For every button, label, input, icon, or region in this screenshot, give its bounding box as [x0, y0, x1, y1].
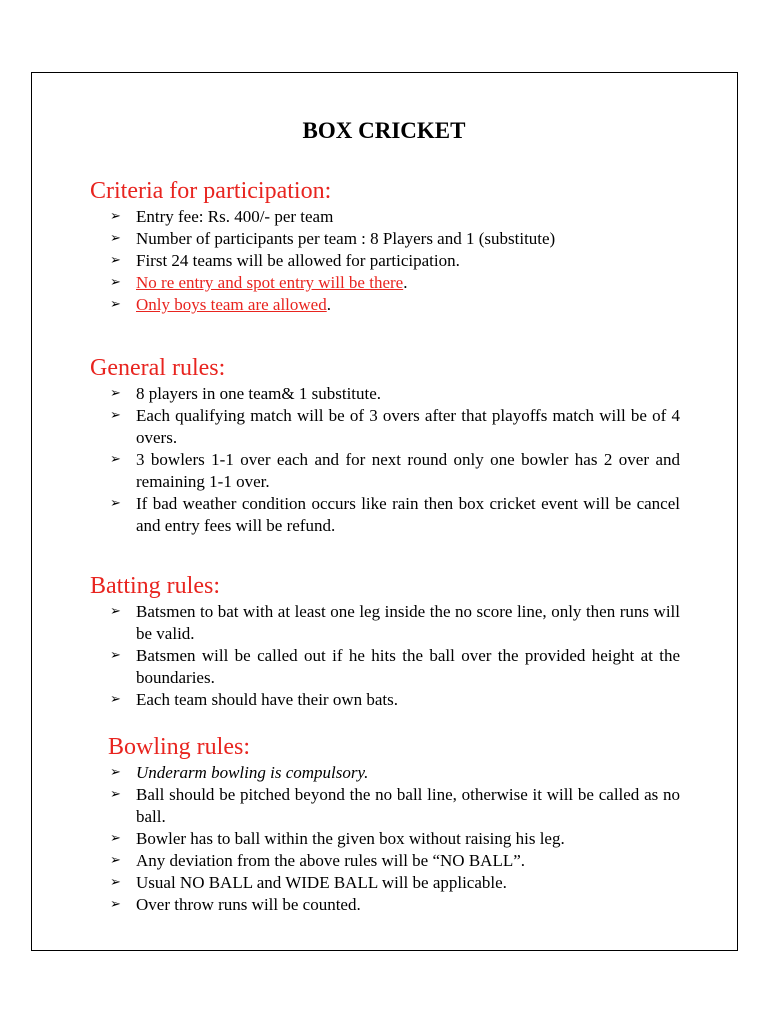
rule-list-bowling	[110, 762, 680, 916]
list-item: ➢ First 24 teams will be allowed for participation.	[110, 251, 460, 270]
list-item: ➢ Usual NO BALL and WIDE BALL will be applicable.	[110, 873, 507, 892]
list-item: ➢ Over throw runs will be counted.	[110, 895, 361, 914]
rule-list-batting	[110, 601, 680, 711]
list-item	[110, 294, 680, 316]
arrowhead-bullet-icon: ➢	[110, 209, 121, 224]
list-item: ➢ Entry fee: Rs. 400/- per team	[110, 207, 334, 226]
list-item	[110, 272, 680, 294]
arrowhead-bullet-icon: ➢	[110, 787, 121, 802]
list-item: ➢ Number of participants per team : 8 Players and 1 (substitute)	[110, 229, 556, 248]
arrowhead-bullet-icon: ➢	[110, 297, 121, 312]
document-title: BOX CRICKET	[302, 118, 466, 143]
arrowhead-bullet-icon: ➢	[110, 875, 121, 890]
arrowhead-bullet-icon: ➢	[110, 452, 121, 467]
list-item: ➢ Bowler has to ball within the given box without raising his leg.	[110, 829, 565, 848]
arrowhead-bullet-icon: ➢	[110, 648, 121, 663]
list-item: ➢ Any deviation from the above rules will be “NO BALL”.	[110, 851, 526, 870]
arrowhead-bullet-icon: ➢	[110, 853, 121, 868]
list-item: ➢ 8 players in one team& 1 substitute.	[110, 384, 382, 403]
arrowhead-bullet-icon: ➢	[110, 386, 121, 401]
list-item: ➢ Ball should be pitched beyond the no ball line, otherwise it will be called as no ball.	[110, 785, 680, 826]
rule-suffix: .	[326, 295, 331, 314]
arrowhead-bullet-icon: ➢	[110, 253, 121, 268]
arrowhead-bullet-icon: ➢	[110, 604, 121, 619]
list-item: ➢ If bad weather condition occurs like rain then box cricket event will be cancel and entry fees will be refund.	[110, 494, 680, 535]
rule-list-criteria	[110, 206, 680, 316]
rule-suffix: .	[403, 273, 408, 292]
list-item: ➢ Batsmen will be called out if he hits the ball over the provided height at the boundaries.	[110, 646, 680, 687]
arrowhead-bullet-icon: ➢	[110, 692, 121, 707]
section-heading-criteria: Criteria for participation:	[90, 178, 332, 204]
arrowhead-bullet-icon: ➢	[110, 765, 121, 780]
list-item: ➢ Underarm bowling is compulsory.	[110, 763, 369, 782]
highlighted-rule-text: Only boys team are allowed	[136, 295, 327, 314]
arrowhead-bullet-icon: ➢	[110, 496, 121, 511]
section-heading-general: General rules:	[90, 355, 226, 381]
list-item: ➢ Each qualifying match will be of 3 overs after that playoffs match will be of 4 overs.	[110, 406, 680, 447]
arrowhead-bullet-icon: ➢	[110, 231, 121, 246]
arrowhead-bullet-icon: ➢	[110, 275, 121, 290]
section-heading-bowling: Bowling rules:	[108, 734, 250, 760]
arrowhead-bullet-icon: ➢	[110, 408, 121, 423]
list-item: ➢ Batsmen to bat with at least one leg inside the no score line, only then runs will be valid.	[110, 602, 680, 643]
arrowhead-bullet-icon: ➢	[110, 897, 121, 912]
arrowhead-bullet-icon: ➢	[110, 831, 121, 846]
list-item: ➢ 3 bowlers 1-1 over each and for next round only one bowler has 2 over and remaining 1-1 over.	[110, 450, 680, 491]
rule-list-general	[110, 383, 680, 537]
highlighted-rule-text: No re entry and spot entry will be there	[136, 273, 404, 292]
list-item: ➢ Each team should have their own bats.	[110, 690, 399, 709]
section-heading-batting: Batting rules:	[90, 573, 220, 599]
